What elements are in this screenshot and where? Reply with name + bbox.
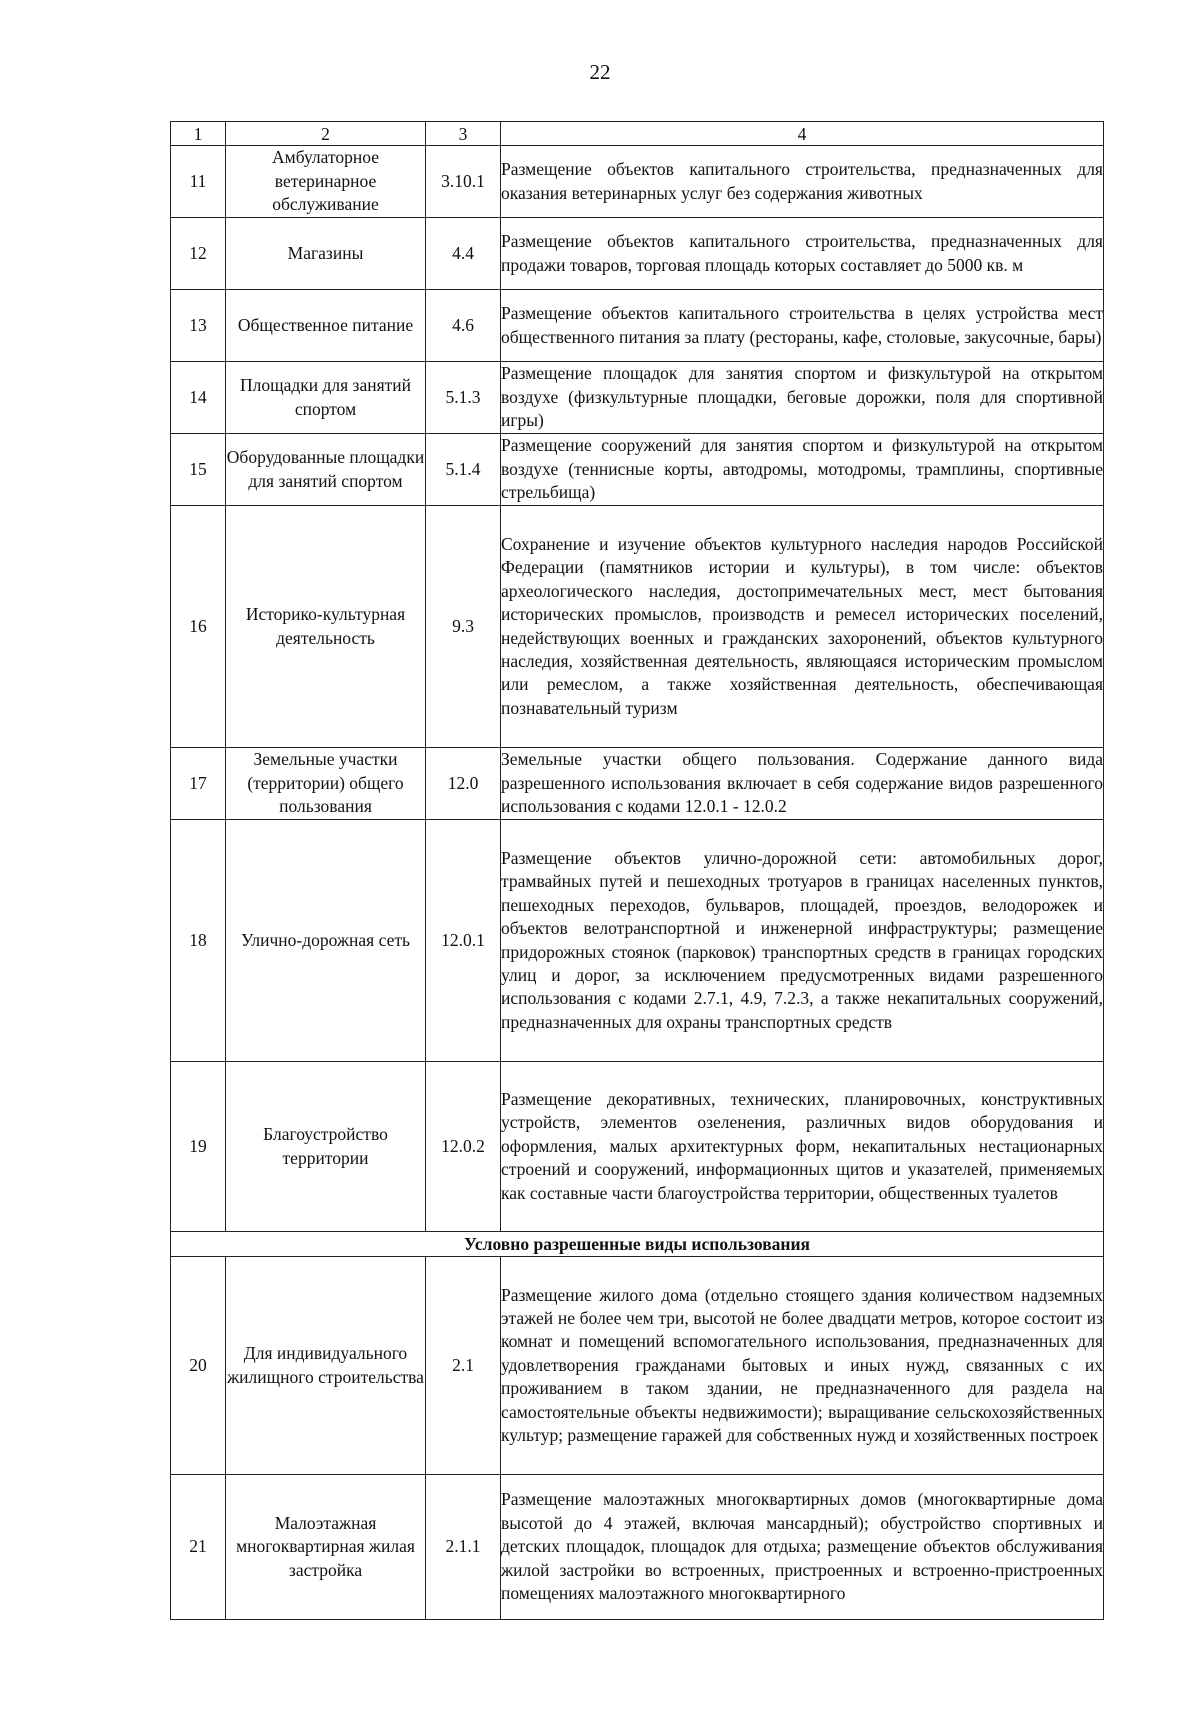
- use-type-name: Улично-дорожная сеть: [226, 820, 426, 1062]
- use-type-description: Размещение малоэтажных многоквартирных домов (многоквартирные дома высотой до 4 этажей, включая мансардный); обустройство спортивных и детских площадок, площадок для отдыха; размещение объектов обслуживания жилой застройки во встроенных, пристроенных и встроенно-пристроенных помещениях малоэтажного многоквартирного: [501, 1475, 1104, 1620]
- use-type-code: 5.1.3: [426, 362, 501, 434]
- use-type-name: Благоустройство территории: [226, 1062, 426, 1232]
- use-type-code: 12.0: [426, 748, 501, 820]
- row-number: 21: [171, 1475, 226, 1620]
- use-type-description: Сохранение и изучение объектов культурного наследия народов Российской Федерации (памятников истории и культуры), в том числе: объектов археологического наследия, достопримечательных мест, мест бытования исторических промыслов, производств и ремесел исторических поселений, недействующих военных и гражданских захоронений, объектов культурного наследия, хозяйственная деятельность, являющаяся историческим промыслом или ремеслом, а также хозяйственная деятельность, обеспечивающая познавательный туризм: [501, 506, 1104, 748]
- use-type-name: Общественное питание: [226, 290, 426, 362]
- table-row: [171, 146, 1104, 218]
- use-type-description: Размещение площадок для занятия спортом и физкультурой на открытом воздухе (физкультурные площадки, беговые дорожки, поля для спортивной игры): [501, 362, 1104, 434]
- page-number: 22: [589, 60, 611, 84]
- use-type-description: Размещение объектов капитального строительства, предназначенных для оказания ветеринарных услуг без содержания животных: [501, 146, 1104, 218]
- row-number: 11: [171, 146, 226, 218]
- use-type-name: Для индивидуального жилищного строительства: [226, 1257, 426, 1475]
- column-header-1: 1: [171, 122, 226, 146]
- table-row: [171, 820, 1104, 1062]
- use-type-description: Размещение объектов улично-дорожной сети: автомобильных дорог, трамвайных путей и пешеходных тротуаров в границах населенных пунктов, пешеходных переходов, бульваров, площадей, проездов, велодорожек и объектов велотранспортной и инженерной инфраструктуры; размещение придорожных стоянок (парковок) транспортных средств в границах городских улиц и дорог, за исключением предусмотренных видами разрешенного использования с кодами 2.7.1, 4.9, 7.2.3, а также некапитальных сооружений, предназначенных для охраны транспортных средств: [501, 820, 1104, 1062]
- use-type-code: 9.3: [426, 506, 501, 748]
- land-use-table: [170, 121, 1104, 1620]
- use-type-code: 4.4: [426, 218, 501, 290]
- use-type-name: Земельные участки (территории) общего пользования: [226, 748, 426, 820]
- use-type-description: Размещение декоративных, технических, планировочных, конструктивных устройств, элементов озеленения, различных видов оборудования и оформления, малых архитектурных форм, некапитальных нестационарных строений и сооружений, информационных щитов и указателей, применяемых как составные части благоустройства территории, общественных туалетов: [501, 1062, 1104, 1232]
- table-row: [171, 1257, 1104, 1475]
- row-number: 18: [171, 820, 226, 1062]
- use-type-name: Оборудованные площадки для занятий спортом: [226, 434, 426, 506]
- column-header-2: 2: [226, 122, 426, 146]
- use-type-description: Земельные участки общего пользования. Содержание данного вида разрешенного использования включает в себя содержание видов разрешенного использования с кодами 12.0.1 - 12.0.2: [501, 748, 1104, 820]
- table-row: [171, 362, 1104, 434]
- use-type-code: 5.1.4: [426, 434, 501, 506]
- row-number: 20: [171, 1257, 226, 1475]
- use-type-name: Магазины: [226, 218, 426, 290]
- use-type-description: Размещение объектов капитального строительства в целях устройства мест общественного питания за плату (рестораны, кафе, столовые, закусочные, бары): [501, 290, 1104, 362]
- row-number: 16: [171, 506, 226, 748]
- row-number: 15: [171, 434, 226, 506]
- use-type-code: 4.6: [426, 290, 501, 362]
- use-type-code: 2.1: [426, 1257, 501, 1475]
- use-type-code: 12.0.1: [426, 820, 501, 1062]
- use-type-code: 2.1.1: [426, 1475, 501, 1620]
- use-type-code: 3.10.1: [426, 146, 501, 218]
- use-type-description: Размещение жилого дома (отдельно стоящего здания количеством надземных этажей не более чем три, высотой не более двадцати метров, которое состоит из комнат и помещений вспомогательного использования, предназначенных для удовлетворения гражданами бытовых и иных нужд, связанных с их проживанием в таком здании, не предназначенного для раздела на самостоятельные объекты недвижимости); выращивание сельскохозяйственных культур; размещение гаражей для собственных нужд и хозяйственных построек: [501, 1257, 1104, 1475]
- table-row: [171, 218, 1104, 290]
- column-header-4: 4: [501, 122, 1104, 146]
- use-type-description: Размещение объектов капитального строительства, предназначенных для продажи товаров, торговая площадь которых составляет до 5000 кв. м: [501, 218, 1104, 290]
- section-title: Условно разрешенные виды использования: [171, 1232, 1104, 1257]
- section-header-row: [171, 1232, 1104, 1257]
- table-row: [171, 748, 1104, 820]
- use-type-name: Амбулаторное ветеринарное обслуживание: [226, 146, 426, 218]
- use-type-name: Историко-культурная деятельность: [226, 506, 426, 748]
- table-header-row: [171, 122, 1104, 146]
- table-row: [171, 1062, 1104, 1232]
- table-row: [171, 1475, 1104, 1620]
- use-type-code: 12.0.2: [426, 1062, 501, 1232]
- use-type-name: Малоэтажная многоквартирная жилая застройка: [226, 1475, 426, 1620]
- use-type-name: Площадки для занятий спортом: [226, 362, 426, 434]
- row-number: 17: [171, 748, 226, 820]
- table-row: [171, 434, 1104, 506]
- row-number: 19: [171, 1062, 226, 1232]
- use-type-description: Размещение сооружений для занятия спортом и физкультурой на открытом воздухе (теннисные корты, автодромы, мотодромы, трамплины, спортивные стрельбища): [501, 434, 1104, 506]
- row-number: 14: [171, 362, 226, 434]
- table-row: [171, 290, 1104, 362]
- row-number: 12: [171, 218, 226, 290]
- column-header-3: 3: [426, 122, 501, 146]
- table-row: [171, 506, 1104, 748]
- row-number: 13: [171, 290, 226, 362]
